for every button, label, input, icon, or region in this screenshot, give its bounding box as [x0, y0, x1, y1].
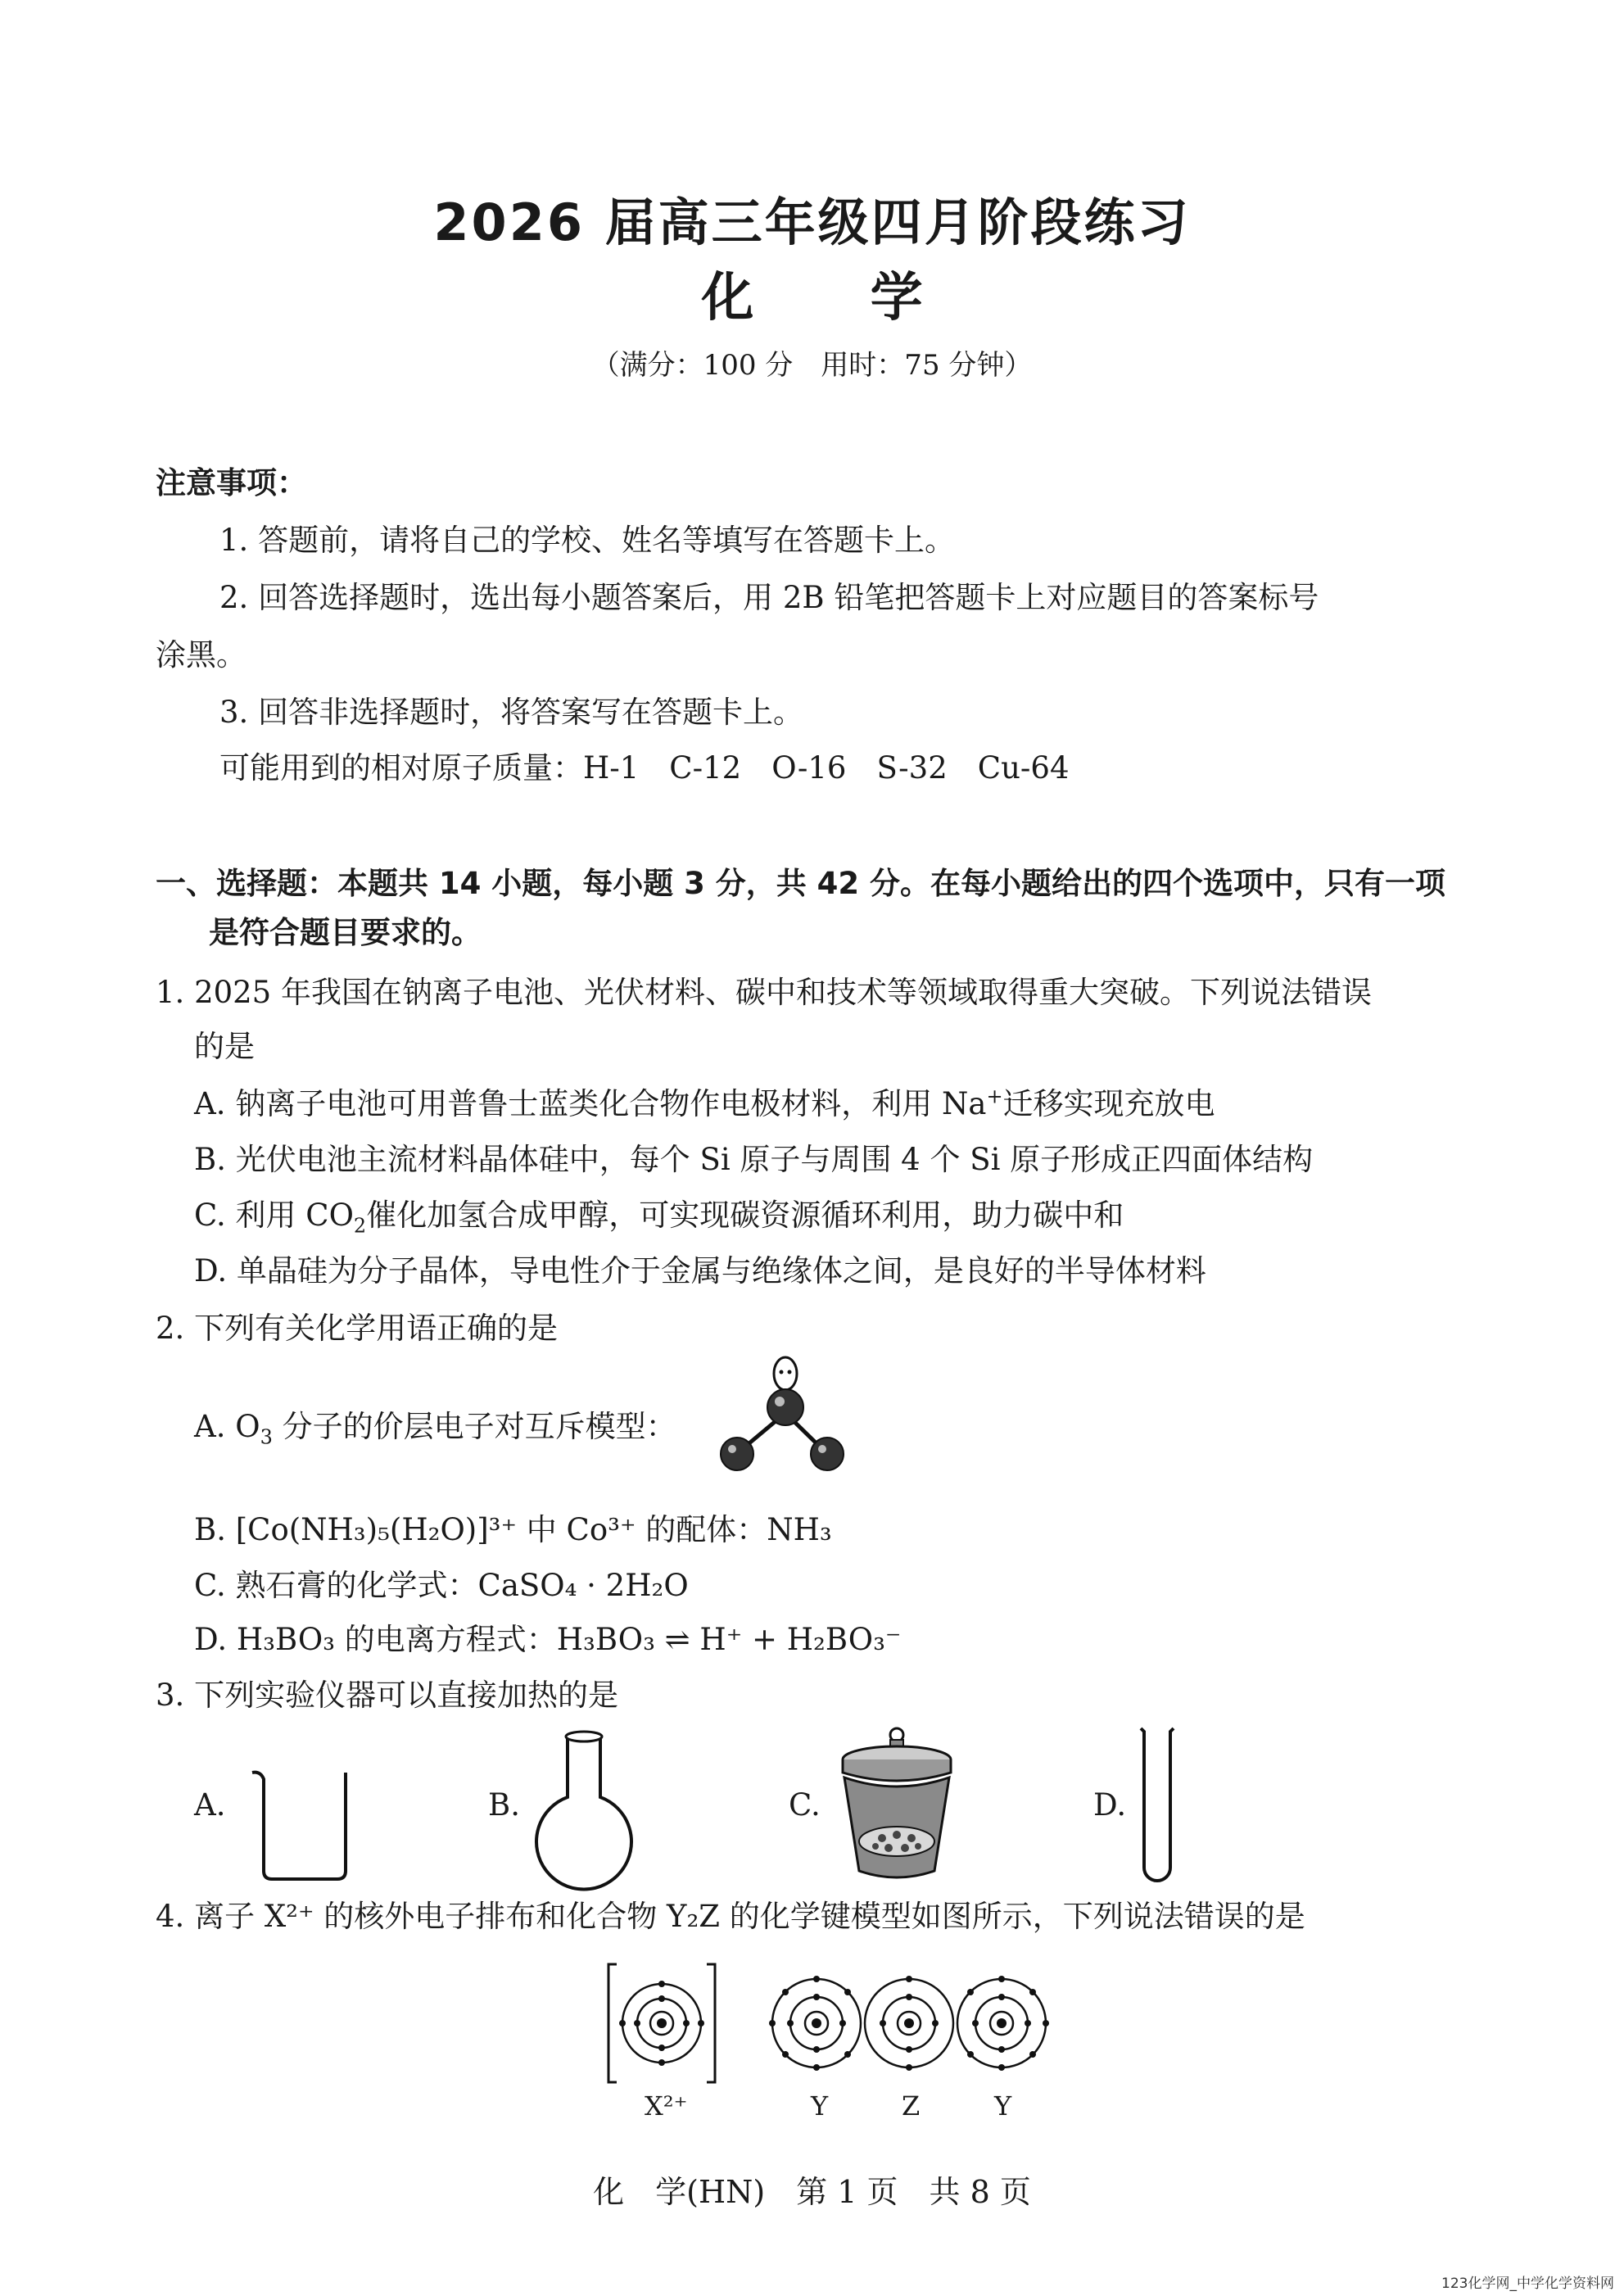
notice-item-2: 2. 回答选择题时，选出每小题答案后，用 2B 铅笔把答题卡上对应题目的答案标号 — [219, 580, 1319, 615]
crucible-icon — [831, 1727, 962, 1891]
q3-stem: 3. 下列实验仪器可以直接加热的是 — [156, 1678, 619, 1713]
section-heading-cont: 是符合题目要求的。 — [209, 915, 482, 950]
q1-option-a: A. 钠离子电池可用普鲁士蓝类化合物作电极材料，利用 Na+迁移实现充放电 — [194, 1085, 1215, 1121]
electron-model-diagram — [602, 1958, 1061, 2089]
q4-label-z: Z — [902, 2090, 921, 2122]
q3-label-a: A. — [194, 1787, 226, 1823]
page-footer: 化 学(HN) 第 1 页 共 8 页 — [593, 2174, 1031, 2210]
watermark: 123化学网_中学化学资料网 — [1441, 2276, 1614, 2292]
q1-option-d: D. 单晶硅为分子晶体，导电性介于金属与绝缘体之间，是良好的半导体材料 — [194, 1253, 1206, 1288]
exam-title: 2026 届高三年级四月阶段练习 — [433, 192, 1191, 252]
score-time: （满分：100 分 用时：75 分钟） — [591, 349, 1033, 382]
q1-stem-cont: 的是 — [194, 1029, 255, 1064]
notice-item-3: 3. 回答非选择题时，将答案写在答题卡上。 — [219, 695, 804, 730]
vsepr-model-diagram — [712, 1356, 860, 1487]
q3-label-c: C. — [789, 1787, 821, 1823]
beaker-icon — [246, 1768, 360, 1884]
notice-item-1: 1. 答题前，请将自己的学校、姓名等填写在答题卡上。 — [219, 523, 956, 558]
section-heading: 一、选择题：本题共 14 小题，每小题 3 分，共 42 分。在每小题给出的四个选项中，只有一项 — [156, 866, 1446, 901]
q3-label-d: D. — [1093, 1787, 1127, 1823]
q4-stem: 4. 离子 X²⁺ 的核外电子排布和化合物 Y₂Z 的化学键模型如图所示，下列说法错误的是 — [156, 1899, 1305, 1934]
q1-option-b: B. 光伏电池主流材料晶体硅中，每个 Si 原子与周围 4 个 Si 原子形成正四面体结构 — [194, 1142, 1314, 1177]
notice-item-2-cont: 涂黑。 — [156, 637, 247, 672]
q1-stem: 1. 2025 年我国在钠离子电池、光伏材料、碳中和技术等领域取得重大突破。下列说法错误 — [156, 975, 1372, 1010]
q4-label-y2: Y — [994, 2090, 1012, 2122]
q4-label-y1: Y — [811, 2090, 829, 2122]
q2-option-d: D. H₃BO₃ 的电离方程式：H₃BO₃ ⇌ H⁺ + H₂BO₃⁻ — [194, 1622, 902, 1657]
test-tube-icon — [1134, 1723, 1183, 1887]
q2-option-a: A. $O_3$ 分子的价层电子对互斥模型： — [194, 1409, 676, 1449]
notice-heading: 注意事项： — [156, 465, 307, 500]
q2-option-c: C. 熟石膏的化学式：CaSO₄ · 2H₂O — [194, 1568, 689, 1603]
q1-option-c: C. 利用 $CO_2$催化加氢合成甲醇，可实现碳资源循环利用，助力碳中和 — [194, 1198, 1124, 1238]
atomic-mass: 可能用到的相对原子质量：H-1 C-12 O-16 S-32 Cu-64 — [219, 750, 1070, 786]
round-bottom-flask-icon — [531, 1728, 637, 1886]
q3-label-b: B. — [488, 1787, 520, 1823]
q4-label-x: X²⁺ — [645, 2090, 688, 2122]
q2-option-b: B. [Co(NH₃)₅(H₂O)]³⁺ 中 Co³⁺ 的配体：NH₃ — [194, 1512, 832, 1547]
q2-stem: 2. 下列有关化学用语正确的是 — [156, 1311, 559, 1346]
subject-title: 化 学 — [701, 268, 972, 328]
